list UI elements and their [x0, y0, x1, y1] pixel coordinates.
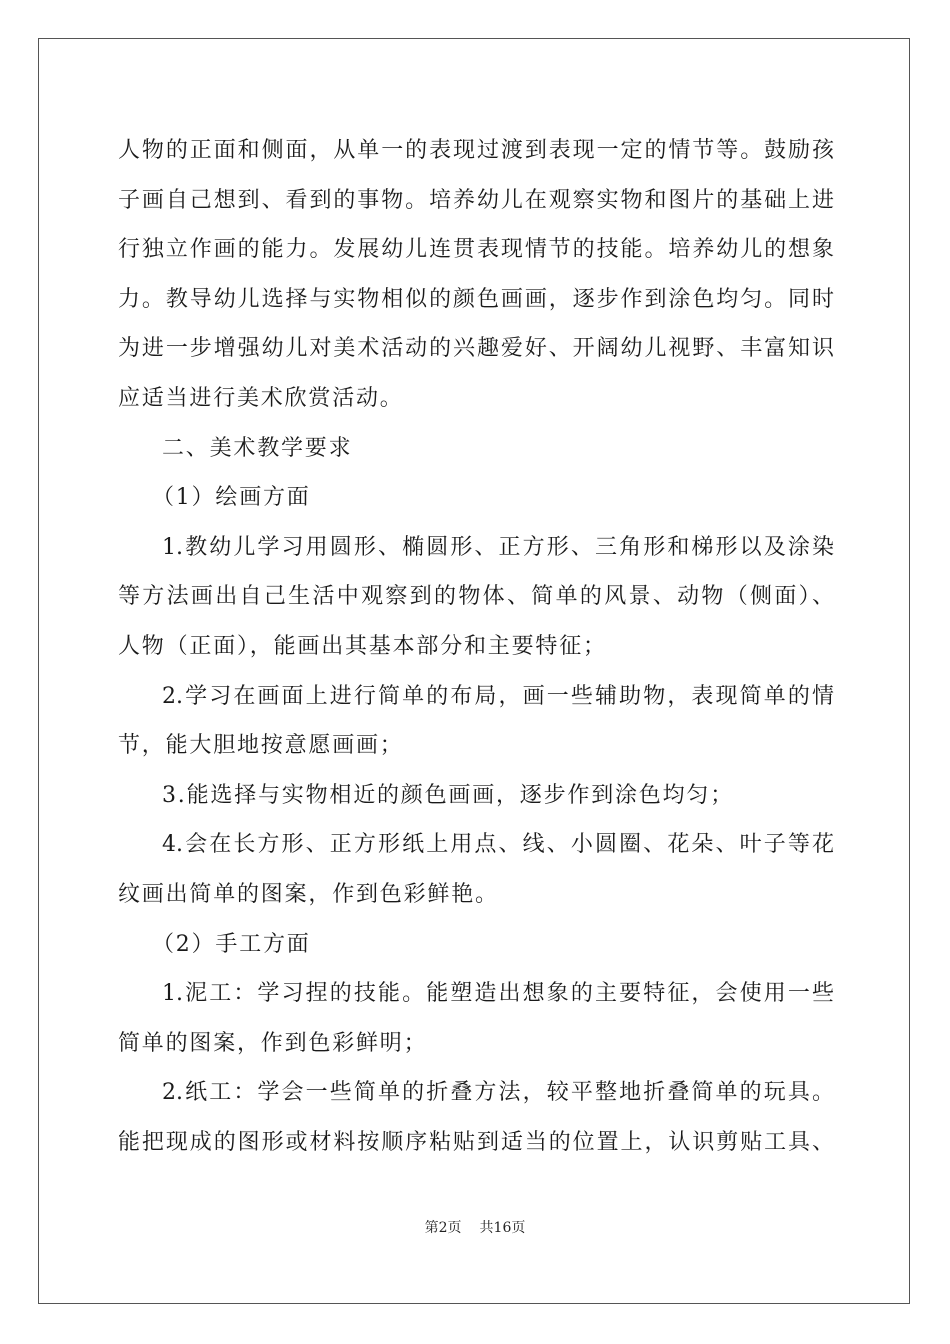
list-item-line: 3.能选择与实物相近的颜色画画，逐步作到涂色均匀；: [162, 782, 734, 808]
list-item-line: 2.纸工：学会一些简单的折叠方法，较平整地折叠简单的玩具。: [162, 1080, 834, 1106]
body-text-line: 为进一步增强幼儿对美术活动的兴趣爱好、开阔幼儿视野、丰富知识: [118, 336, 834, 362]
list-item-line: 1.教幼儿学习用圆形、椭圆形、正方形、三角形和梯形以及涂染: [162, 534, 834, 560]
list-item-line: 等方法画出自己生活中观察到的物体、简单的风景、动物（侧面）、: [118, 584, 834, 610]
list-item-line: 2.学习在画面上进行简单的布局，画一些辅助物，表现简单的情: [162, 683, 834, 709]
body-text-line: 应适当进行美术欣赏活动。: [118, 385, 404, 411]
body-text-line: 力。教导幼儿选择与实物相似的颜色画画，逐步作到涂色均匀。同时: [118, 286, 834, 312]
total-page-count: 共16页: [479, 1220, 526, 1236]
section-heading: 二、美术教学要求: [162, 435, 353, 461]
list-item-line: 简单的图案，作到色彩鲜明；: [118, 1030, 428, 1056]
list-item-line: 节，能大胆地按意愿画画；: [118, 733, 404, 759]
list-item-line: 纹画出简单的图案，作到色彩鲜艳。: [118, 881, 499, 907]
body-text-line: 子画自己想到、看到的事物。培养幼儿在观察实物和图片的基础上进: [118, 187, 834, 213]
list-item-line: 1.泥工：学习捏的技能。能塑造出想象的主要特征，会使用一些: [162, 981, 834, 1007]
list-item-line: 能把现成的图形或材料按顺序粘贴到适当的位置上，认识剪贴工具、: [118, 1129, 834, 1155]
list-item-line: 4.会在长方形、正方形纸上用点、线、小圆圈、花朵、叶子等花: [162, 832, 834, 858]
subsection-heading: （1）绘画方面: [152, 485, 311, 511]
subsection-heading: （2）手工方面: [152, 931, 311, 957]
body-text-line: 人物的正面和侧面，从单一的表现过渡到表现一定的情节等。鼓励孩: [118, 138, 834, 163]
current-page-number: 第2页: [424, 1220, 462, 1236]
body-text-line: 行独立作画的能力。发展幼儿连贯表现情节的技能。培养幼儿的想象: [118, 237, 834, 263]
document-body: [118, 126, 834, 1167]
list-item-line: 人物（正面），能画出其基本部分和主要特征；: [118, 633, 607, 659]
page-footer: [0, 1217, 950, 1237]
